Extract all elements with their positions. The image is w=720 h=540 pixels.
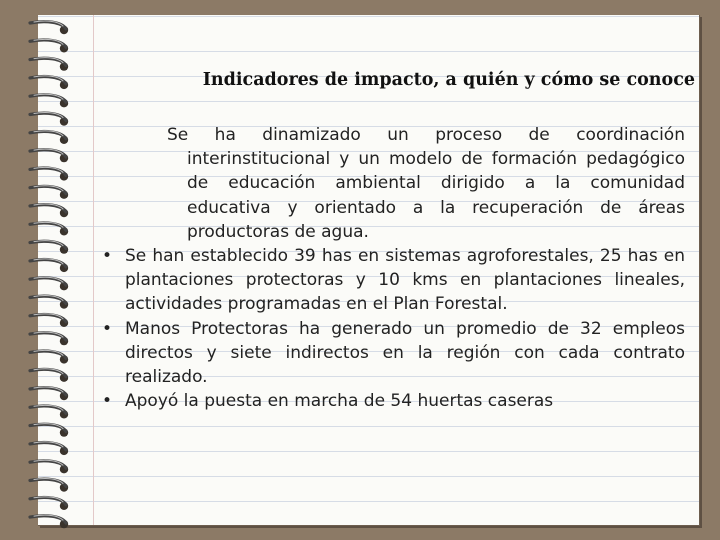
paper-margin-line — [93, 15, 94, 525]
spiral-ring — [30, 204, 68, 217]
spiral-ring — [30, 515, 68, 528]
spiral-ring — [30, 332, 68, 345]
list-item-text: Apoyó la puesta en marcha de 54 huertas caseras — [125, 391, 554, 412]
spiral-ring — [30, 113, 68, 126]
spiral-ring — [30, 479, 68, 492]
list-item — [95, 389, 685, 413]
list-item-text: Se han establecido 39 has en sistemas agroforestales, 25 has en plantaciones protectoras y 10 kms en plantaciones lineales, actividades programadas en el Plan Forestal. — [125, 246, 685, 315]
spiral-ring — [30, 405, 68, 418]
spiral-ring — [30, 167, 68, 180]
spiral-ring — [30, 497, 68, 510]
spiral-ring — [30, 460, 68, 473]
spiral-ring — [30, 149, 68, 162]
slide-title: Indicadores de impacto, a quién y cómo se conoce — [202, 70, 695, 90]
list-item — [95, 244, 685, 317]
spiral-ring — [30, 39, 68, 52]
spiral-ring — [30, 277, 68, 290]
spiral-ring — [30, 387, 68, 400]
spiral-ring — [30, 369, 68, 382]
spiral-ring — [30, 241, 68, 254]
list-item-text: Se ha dinamizado un proceso de coordinación interinstitucional y un modelo de formación pedagógico de educación ambiental dirigido a la comunidad educativa y orientado a la recuperación de áreas productoras de agua. — [167, 125, 685, 242]
spiral-ring — [30, 58, 68, 71]
bullet-list — [95, 123, 685, 413]
spiral-ring — [30, 94, 68, 107]
list-item — [95, 317, 685, 390]
spiral-binding — [0, 0, 90, 540]
spiral-ring — [30, 424, 68, 437]
spiral-ring — [30, 259, 68, 272]
bullet-marker: • — [101, 246, 113, 267]
bullet-marker: • — [101, 318, 113, 339]
list-item-text: Manos Protectoras ha generado un promedio de 32 empleos directos y siete indirectos en la región con cada contrato realizado. — [125, 318, 685, 388]
spiral-ring — [30, 222, 68, 235]
spiral-ring — [30, 21, 68, 34]
spiral-ring — [30, 186, 68, 199]
spiral-ring — [30, 131, 68, 144]
spiral-ring — [30, 296, 68, 309]
spiral-ring — [30, 314, 68, 327]
spiral-ring — [30, 76, 68, 89]
list-item — [95, 123, 685, 244]
bullet-marker: • — [101, 391, 113, 412]
spiral-ring — [30, 350, 68, 363]
spiral-ring — [30, 442, 68, 455]
